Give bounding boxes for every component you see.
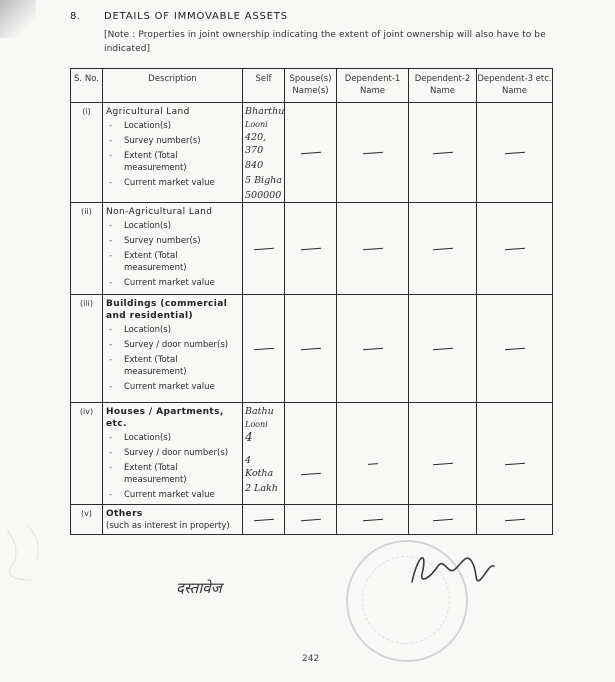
header-description: Description <box>103 69 243 103</box>
dash-mark <box>432 347 452 349</box>
dash-mark <box>432 518 452 520</box>
dependent-1-cell <box>337 403 409 505</box>
header-dependent-2: Dependent-2 Name <box>409 69 477 103</box>
header-self: Self <box>243 69 285 103</box>
table-row <box>71 505 553 535</box>
dash-mark <box>300 347 320 349</box>
dash-mark <box>432 462 452 464</box>
list-item: - Location(s) <box>106 432 242 444</box>
faint-stamp-mark <box>2 520 62 590</box>
dash-mark <box>300 518 320 520</box>
dependent-3-cell <box>477 403 553 505</box>
row-description <box>103 505 243 535</box>
handwritten-value: 4 Kotha <box>245 455 274 479</box>
dash-mark <box>253 518 273 520</box>
dash-mark <box>504 151 524 153</box>
table-row <box>71 103 553 203</box>
self-cell <box>243 403 285 505</box>
spouse-cell <box>285 203 337 295</box>
hindi-signature: दस्तावेज <box>176 579 222 597</box>
spouse-cell <box>285 403 337 505</box>
dependent-3-cell <box>477 505 553 535</box>
table-row <box>71 403 553 505</box>
list-item: - Location(s) <box>106 120 242 132</box>
row-category: Others <box>106 509 143 519</box>
dash-mark <box>300 472 320 474</box>
list-item: - Location(s) <box>106 324 242 336</box>
list-item: - Current market value <box>106 177 242 189</box>
row-description <box>103 103 243 203</box>
list-item: - Extent (Total measurement) <box>106 462 242 486</box>
row-category: Houses / Apartments, etc. <box>106 407 224 429</box>
dash-mark <box>300 247 320 249</box>
list-item: - Location(s) <box>106 220 242 232</box>
handwritten-value: Bharthu <box>245 106 285 117</box>
handwritten-value: 500000 <box>245 190 282 201</box>
dependent-1-cell <box>337 103 409 203</box>
row-category: Buildings (commercial and residential) <box>106 299 228 321</box>
header-dependent-3: Dependent-3 etc. Name <box>477 69 553 103</box>
row-items <box>106 220 242 289</box>
spouse-cell <box>285 103 337 203</box>
self-cell <box>243 505 285 535</box>
list-item: - Survey / door number(s) <box>106 339 242 351</box>
row-items <box>106 120 242 189</box>
handwritten-value: Looni <box>245 420 268 429</box>
dependent-2-cell <box>409 403 477 505</box>
dash-mark <box>432 151 452 153</box>
spouse-cell <box>285 295 337 403</box>
list-item: - Survey / door number(s) <box>106 447 242 459</box>
list-item: - Extent (Total measurement) <box>106 354 242 378</box>
row-sno: (ii) <box>71 203 103 295</box>
handwritten-value: 840 <box>245 160 264 171</box>
dash-mark <box>362 151 382 153</box>
row-items <box>106 324 242 393</box>
dependent-2-cell <box>409 103 477 203</box>
list-item: - Extent (Total measurement) <box>106 250 242 274</box>
signature-scribble <box>408 544 498 594</box>
section-note: [Note : Properties in joint ownership indicating the extent of joint ownership will also have to be indicated] <box>104 30 546 54</box>
row-description <box>103 295 243 403</box>
dependent-1-cell <box>337 505 409 535</box>
self-cell <box>243 103 285 203</box>
dash-mark <box>362 247 382 249</box>
spouse-cell <box>285 505 337 535</box>
list-item: - Survey number(s) <box>106 135 242 147</box>
row-category: Agricultural Land <box>106 107 190 117</box>
immovable-assets-table <box>70 68 553 535</box>
dependent-2-cell <box>409 505 477 535</box>
row-sno: (i) <box>71 103 103 203</box>
row-category: Non-Agricultural Land <box>106 207 213 217</box>
dash-mark <box>504 247 524 249</box>
dash-mark <box>504 462 524 464</box>
dependent-3-cell <box>477 203 553 295</box>
self-cell <box>243 295 285 403</box>
row-note: (such as interest in property) <box>106 521 230 531</box>
section-title: DETAILS OF IMMOVABLE ASSETS <box>104 11 288 22</box>
table-header-row <box>71 69 553 103</box>
header-dependent-1: Dependent-1 Name <box>337 69 409 103</box>
dependent-1-cell <box>337 295 409 403</box>
header-spouse: Spouse(s) Name(s) <box>285 69 337 103</box>
dependent-2-cell <box>409 203 477 295</box>
row-sno: (iii) <box>71 295 103 403</box>
row-description <box>103 403 243 505</box>
self-cell <box>243 203 285 295</box>
handwritten-value: 4 <box>245 430 253 444</box>
dash-mark <box>300 151 320 153</box>
list-item: - Survey number(s) <box>106 235 242 247</box>
row-sno: (v) <box>71 505 103 535</box>
row-description <box>103 203 243 295</box>
list-item: - Current market value <box>106 381 242 393</box>
dash-mark <box>432 247 452 249</box>
dependent-1-cell <box>337 203 409 295</box>
dash-mark <box>504 518 524 520</box>
table-row <box>71 295 553 403</box>
list-item: - Current market value <box>106 489 242 501</box>
page-number: 242 <box>302 654 320 664</box>
handwritten-value: Looni <box>245 120 268 129</box>
dependent-3-cell <box>477 295 553 403</box>
dash-mark <box>362 518 382 520</box>
list-item: - Current market value <box>106 277 242 289</box>
handwritten-value: 2 Lakh <box>245 483 278 494</box>
list-item: - Extent (Total measurement) <box>106 150 242 174</box>
dash-mark <box>253 347 273 349</box>
row-sno: (iv) <box>71 403 103 505</box>
section-number: 8. <box>70 11 81 22</box>
dash-mark <box>362 347 382 349</box>
dependent-3-cell <box>477 103 553 203</box>
table-row <box>71 203 553 295</box>
row-items <box>106 432 242 501</box>
handwritten-value: Bathu <box>245 406 274 417</box>
handwritten-value: 420, 370 <box>245 132 267 156</box>
dash-mark <box>253 247 273 249</box>
header-sno: S. No. <box>71 69 103 103</box>
handwritten-value: 5 Bigha <box>245 175 282 186</box>
dependent-2-cell <box>409 295 477 403</box>
scan-corner-shadow <box>0 0 36 38</box>
dash-mark <box>504 347 524 349</box>
dash-mark <box>367 463 377 465</box>
